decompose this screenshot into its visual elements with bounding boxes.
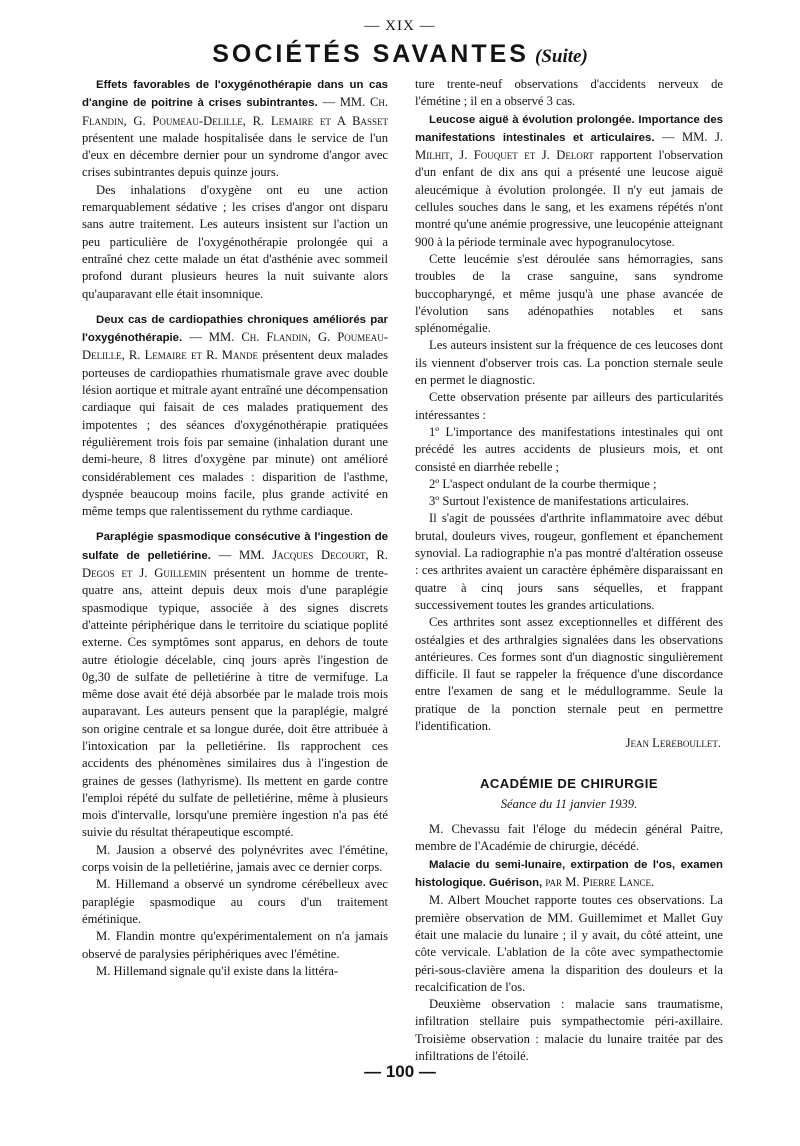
paragraph: Il s'agit de poussées d'arthrite inflammatoire avec début brutal, douleurs vives, rougeur, gonflement et épanchement synovial. La radiographie n'a pas montré d'altération osseuse : ces arthrites avaient un caractère éphémère disparaissant en quatre à cinq jours sans séquelles, et frappant successivement toutes les grandes articulations.: [415, 511, 723, 612]
list-item: 2º L'aspect ondulant de la courbe thermique ;: [429, 476, 657, 491]
article-lead: Deux cas de cardiopathies chroniques améliorés par l'oxygénothérapie.: [82, 313, 388, 345]
article-authors: — MM. Ch. Flandin, G. Poumeau-Delille, R. Lemaire et A Basset: [82, 95, 388, 128]
page-title: [0, 40, 800, 69]
paragraph: M. Chevassu fait l'éloge du médecin général Paitre, membre de l'Académie de chirurgie, décédé.: [415, 822, 723, 854]
paragraph: M. Hillemand a observé un syndrome cérébelleux avec paraplégie spasmodique au cours d'un traitement émétinique.: [82, 877, 388, 926]
roman-page-number: — XIX —: [364, 18, 436, 34]
article-text: présentent une malade hospitalisée dans le service de l'un d'eux en décembre dernier pour un syndrome d'angor avec crises subintrantes depuis quinze jours.: [82, 130, 388, 180]
paragraph: Cette leucémie s'est déroulée sans hémorragies, sans troubles de la crase sanguine, sans syndrome buccopharyngé, et même jusqu'à une phase avancée de l'évolution sans adénopathies notables et sans splénomégalie.: [415, 251, 723, 336]
paragraph: ture trente-neuf observations d'accidents nerveux de l'émétine ; il en a observé 3 cas.: [415, 77, 723, 109]
list-item: 1º L'importance des manifestations intestinales qui ont précédé les autres accidents de plusieurs mois, et ont consisté en diarrhée rebelle ;: [415, 424, 723, 474]
article-text: présentent deux malades porteuses de cardiopathies rhumatismale grave avec double lésion aortique et mitrale ayant entraîné une décompensation cardiaque qui faisait de ces malades pratiquement des impotentes ; des séances d'oxygénothérapie pratiquées régulièrement trois fois par semaine (inhalation durant une demi-heure, 8 litres d'oxygène par minute) ont amélioré considérablement ces malades : disparition de l'asthme, dyspnée beaucoup moins facile, plus grande activité en même temps que ralentissement du rythme cardiaque.: [82, 348, 389, 519]
article-oxygen-angine: [82, 76, 388, 182]
paragraph: Cette observation présente par ailleurs des particularités intéressantes :: [415, 390, 723, 422]
article-lead: Malacie du semi-lunaire, extirpation de l'os, examen histologique. Guérison,: [415, 858, 723, 890]
article-lead: Paraplégie spasmodique consécutive à l'ingestion de sulfate de pelletiérine.: [82, 531, 388, 562]
article-text: présentent un homme de trente-quatre ans, atteint depuis deux mois d'une paraplégie spasmodique typique, associée à des signes discrets d'atteinte périphérique dans le territoire du sciatique poplité externe. Ces symptômes sont apparus, en dehors de toute autre étiologie décelable, cinq jours après l'ingestion de 0g,30 de sulfate de pelletiérine à titre de vermifuge. La même dose avait été déjà absorbée par le malade trois mois auparavant. Les auteurs pensent que la paraplégie, malgré son origine centrale et sa longue durée, doit être attribuée à l'intoxication par la pelletiérine. Ils rapprochent ces accidents des phénomènes similaires dus à l'ingestion de graines de gesses (lathyrisme). Ils mettent en garde contre l'emploi répété du sulfate de pelletiérine, même à plusieurs mois d'intervalle, lorsqu'une première ingestion n'a pas été suivie du résultat thérapeutique escompté.: [82, 566, 389, 840]
article-cardiopathies: [82, 311, 388, 521]
paragraph: M. Albert Mouchet rapporte toutes ces observations. La première observation de MM. Guillemimet et Mallet Guy était une malacie du lunaire ; il y avait, du côté atteint, une côte vervicale. L'ablation de la côte avec sympathectomie péri-sous-clavière amena la disparition des douleurs et la recalcification de l'os.: [415, 893, 723, 994]
title-suite: (Suite): [535, 46, 588, 67]
paragraph: M. Flandin montre qu'expérimentalement on n'a jamais observé de paralysies périphériques avec l'émétine.: [82, 929, 388, 961]
article-authors: — MM. J. Milhit, J. Fouquet et J. Delort: [415, 129, 723, 163]
paragraph: M. Hillemand signale qu'il existe dans la littéra-: [96, 963, 339, 978]
article-paraplegie: [82, 528, 388, 841]
article-text: rapportent l'observation d'un enfant de dix ans qui a présenté une leucose aiguë aleucémique à évolution prolongée. Il n'y eut jamais de cellules souches dans le sang, et les examens répétés n'ont montré qu'une anémie progressive, une leucopénie atteignant 900 à la période terminale avec hypogranulocytose.: [415, 148, 723, 249]
section-heading: ACADÉMIE DE CHIRURGIE: [479, 775, 659, 791]
title-text: SOCIÉTÉS SAVANTES: [212, 40, 529, 68]
article-leucose: [415, 111, 723, 251]
article-authors: — MM. Ch. Flandin, G. Poumeau-Delille, R. Lemaire et R. Mande: [82, 330, 388, 363]
signature: Jean Lereboullet.: [625, 736, 721, 751]
paragraph: M. Jausion a observé des polynévrites avec l'émétine, corps voisin de la pelletiérine, jamais avec ce dernier corps.: [82, 842, 388, 875]
left-column: [82, 76, 388, 980]
seance-date: Séance du 11 janvier 1939.: [500, 796, 638, 811]
article-malacie: [415, 856, 723, 893]
article-lead: Effets favorables de l'oxygénothérapie dans un cas d'angine de poitrine à crises subintrantes.: [82, 79, 388, 110]
article-lead: Leucose aiguë à évolution prolongée. Importance des manifestations intestinales et articulaires.: [415, 113, 723, 144]
paragraph: Deuxième observation : malacie sans traumatisme, infiltration stellaire puis sympathectomie péri-axillaire. Troisième observation : malacie du lunaire traitée par des infiltrations de l'étoilé.: [415, 997, 723, 1064]
article-authors: — MM. Jacques Decourt, R. Degos et J. Guillemin: [82, 547, 388, 581]
page-number: — 100 —: [364, 1062, 436, 1081]
paragraph: Les auteurs insistent sur la fréquence de ces leucoses dont ils viennent d'observer trois cas. La ponction sternale seule en permet le diagnostic.: [415, 338, 723, 388]
right-column: [415, 76, 723, 1065]
list-item: 3º Surtout l'existence de manifestations articulaires.: [429, 494, 690, 509]
paragraph: Ces arthrites sont assez exceptionnelles et différent des ostéalgies et des arthralgies signalées dans les observations antérieures. Ces formes sont d'un diagnostic singulièrement difficile. Il faut se rappeler la fréquence d'une discordance entre l'examen de sang et le médullogramme. Seule la pratique de la ponction sternale peut en permettre l'identification.: [415, 615, 723, 733]
article-authors: par M. Pierre Lance.: [545, 875, 655, 890]
paragraph: Des inhalations d'oxygène ont eu une action remarquablement sédative ; les crises d'angor ont disparu sans autre traitement. Les auteurs insistent sur l'action un peu particulière de l'oxygénothérapie prolongée qui a entraîné chez cette malade un état d'asthénie avec sommeil profond durant plusieurs heures la nuit suivante alors qu'auparavant elle était insomnique.: [82, 182, 388, 301]
